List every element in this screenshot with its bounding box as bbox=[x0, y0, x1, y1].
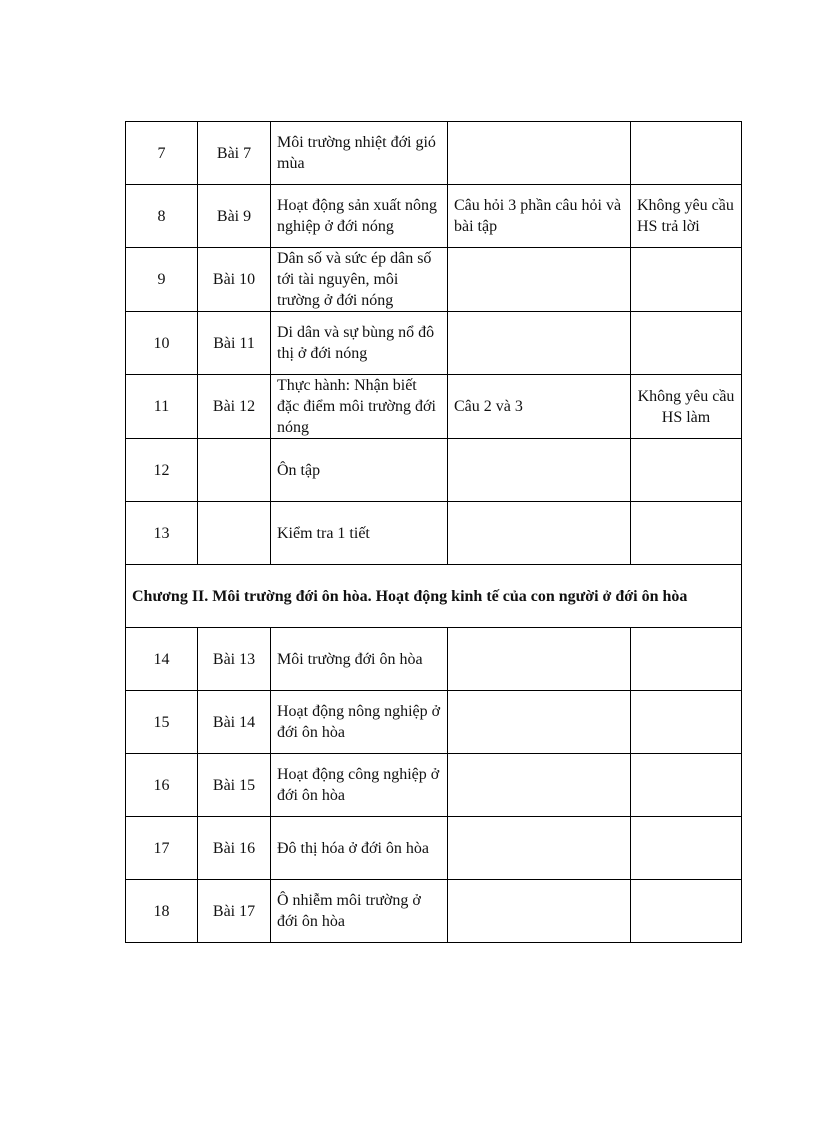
lesson-id bbox=[198, 439, 271, 502]
questions-cell bbox=[448, 880, 631, 943]
note-cell bbox=[631, 880, 742, 943]
table-row bbox=[126, 122, 742, 185]
note-cell bbox=[631, 502, 742, 565]
note-cell: Không yêu cầu HS làm bbox=[631, 375, 742, 439]
lesson-id: Bài 15 bbox=[198, 754, 271, 817]
note-cell bbox=[631, 691, 742, 754]
row-number: 9 bbox=[126, 248, 198, 312]
questions-cell bbox=[448, 502, 631, 565]
questions-cell: Câu 2 và 3 bbox=[448, 375, 631, 439]
lesson-id: Bài 17 bbox=[198, 880, 271, 943]
lesson-title: Thực hành: Nhận biết đặc điểm môi trường đới nóng bbox=[271, 375, 448, 439]
table-row bbox=[126, 691, 742, 754]
lesson-id: Bài 7 bbox=[198, 122, 271, 185]
note-cell bbox=[631, 122, 742, 185]
curriculum-table bbox=[125, 121, 742, 943]
table-row bbox=[126, 185, 742, 248]
table-row bbox=[126, 375, 742, 439]
table-row bbox=[126, 248, 742, 312]
table-row bbox=[126, 439, 742, 502]
table-row bbox=[126, 312, 742, 375]
lesson-title: Hoạt động nông nghiệp ở đới ôn hòa bbox=[271, 691, 448, 754]
lesson-id: Bài 14 bbox=[198, 691, 271, 754]
questions-cell bbox=[448, 439, 631, 502]
table-row bbox=[126, 754, 742, 817]
lesson-id: Bài 12 bbox=[198, 375, 271, 439]
lesson-title: Dân số và sức ép dân số tới tài nguyên, môi trường ở đới nóng bbox=[271, 248, 448, 312]
lesson-title: Hoạt động công nghiệp ở đới ôn hòa bbox=[271, 754, 448, 817]
questions-cell bbox=[448, 312, 631, 375]
lesson-id bbox=[198, 502, 271, 565]
row-number: 11 bbox=[126, 375, 198, 439]
row-number: 15 bbox=[126, 691, 198, 754]
chapter-heading: Chương II. Môi trường đới ôn hòa. Hoạt động kinh tế của con người ở đới ôn hòa bbox=[126, 565, 742, 628]
note-cell bbox=[631, 754, 742, 817]
row-number: 10 bbox=[126, 312, 198, 375]
lesson-title: Đô thị hóa ở đới ôn hòa bbox=[271, 817, 448, 880]
lesson-id: Bài 16 bbox=[198, 817, 271, 880]
lesson-title: Ô nhiễm môi trường ở đới ôn hòa bbox=[271, 880, 448, 943]
lesson-id: Bài 11 bbox=[198, 312, 271, 375]
lesson-title: Ôn tập bbox=[271, 439, 448, 502]
chapter-row bbox=[126, 565, 742, 628]
note-cell: Không yêu cầu HS trả lời bbox=[631, 185, 742, 248]
table-row bbox=[126, 628, 742, 691]
lesson-title: Hoạt động sản xuất nông nghiệp ở đới nóng bbox=[271, 185, 448, 248]
lesson-id: Bài 9 bbox=[198, 185, 271, 248]
row-number: 14 bbox=[126, 628, 198, 691]
questions-cell bbox=[448, 817, 631, 880]
note-cell bbox=[631, 312, 742, 375]
note-cell bbox=[631, 439, 742, 502]
lesson-title: Kiểm tra 1 tiết bbox=[271, 502, 448, 565]
row-number: 13 bbox=[126, 502, 198, 565]
lesson-id: Bài 13 bbox=[198, 628, 271, 691]
questions-cell: Câu hỏi 3 phần câu hỏi và bài tập bbox=[448, 185, 631, 248]
questions-cell bbox=[448, 691, 631, 754]
row-number: 8 bbox=[126, 185, 198, 248]
row-number: 12 bbox=[126, 439, 198, 502]
table-row bbox=[126, 817, 742, 880]
note-cell bbox=[631, 628, 742, 691]
lesson-title: Di dân và sự bùng nổ đô thị ở đới nóng bbox=[271, 312, 448, 375]
questions-cell bbox=[448, 248, 631, 312]
questions-cell bbox=[448, 628, 631, 691]
questions-cell bbox=[448, 122, 631, 185]
row-number: 7 bbox=[126, 122, 198, 185]
lesson-id: Bài 10 bbox=[198, 248, 271, 312]
table-row bbox=[126, 502, 742, 565]
table-row bbox=[126, 880, 742, 943]
lesson-title: Môi trường đới ôn hòa bbox=[271, 628, 448, 691]
note-cell bbox=[631, 817, 742, 880]
note-cell bbox=[631, 248, 742, 312]
lesson-title: Môi trường nhiệt đới gió mùa bbox=[271, 122, 448, 185]
row-number: 16 bbox=[126, 754, 198, 817]
row-number: 17 bbox=[126, 817, 198, 880]
row-number: 18 bbox=[126, 880, 198, 943]
questions-cell bbox=[448, 754, 631, 817]
